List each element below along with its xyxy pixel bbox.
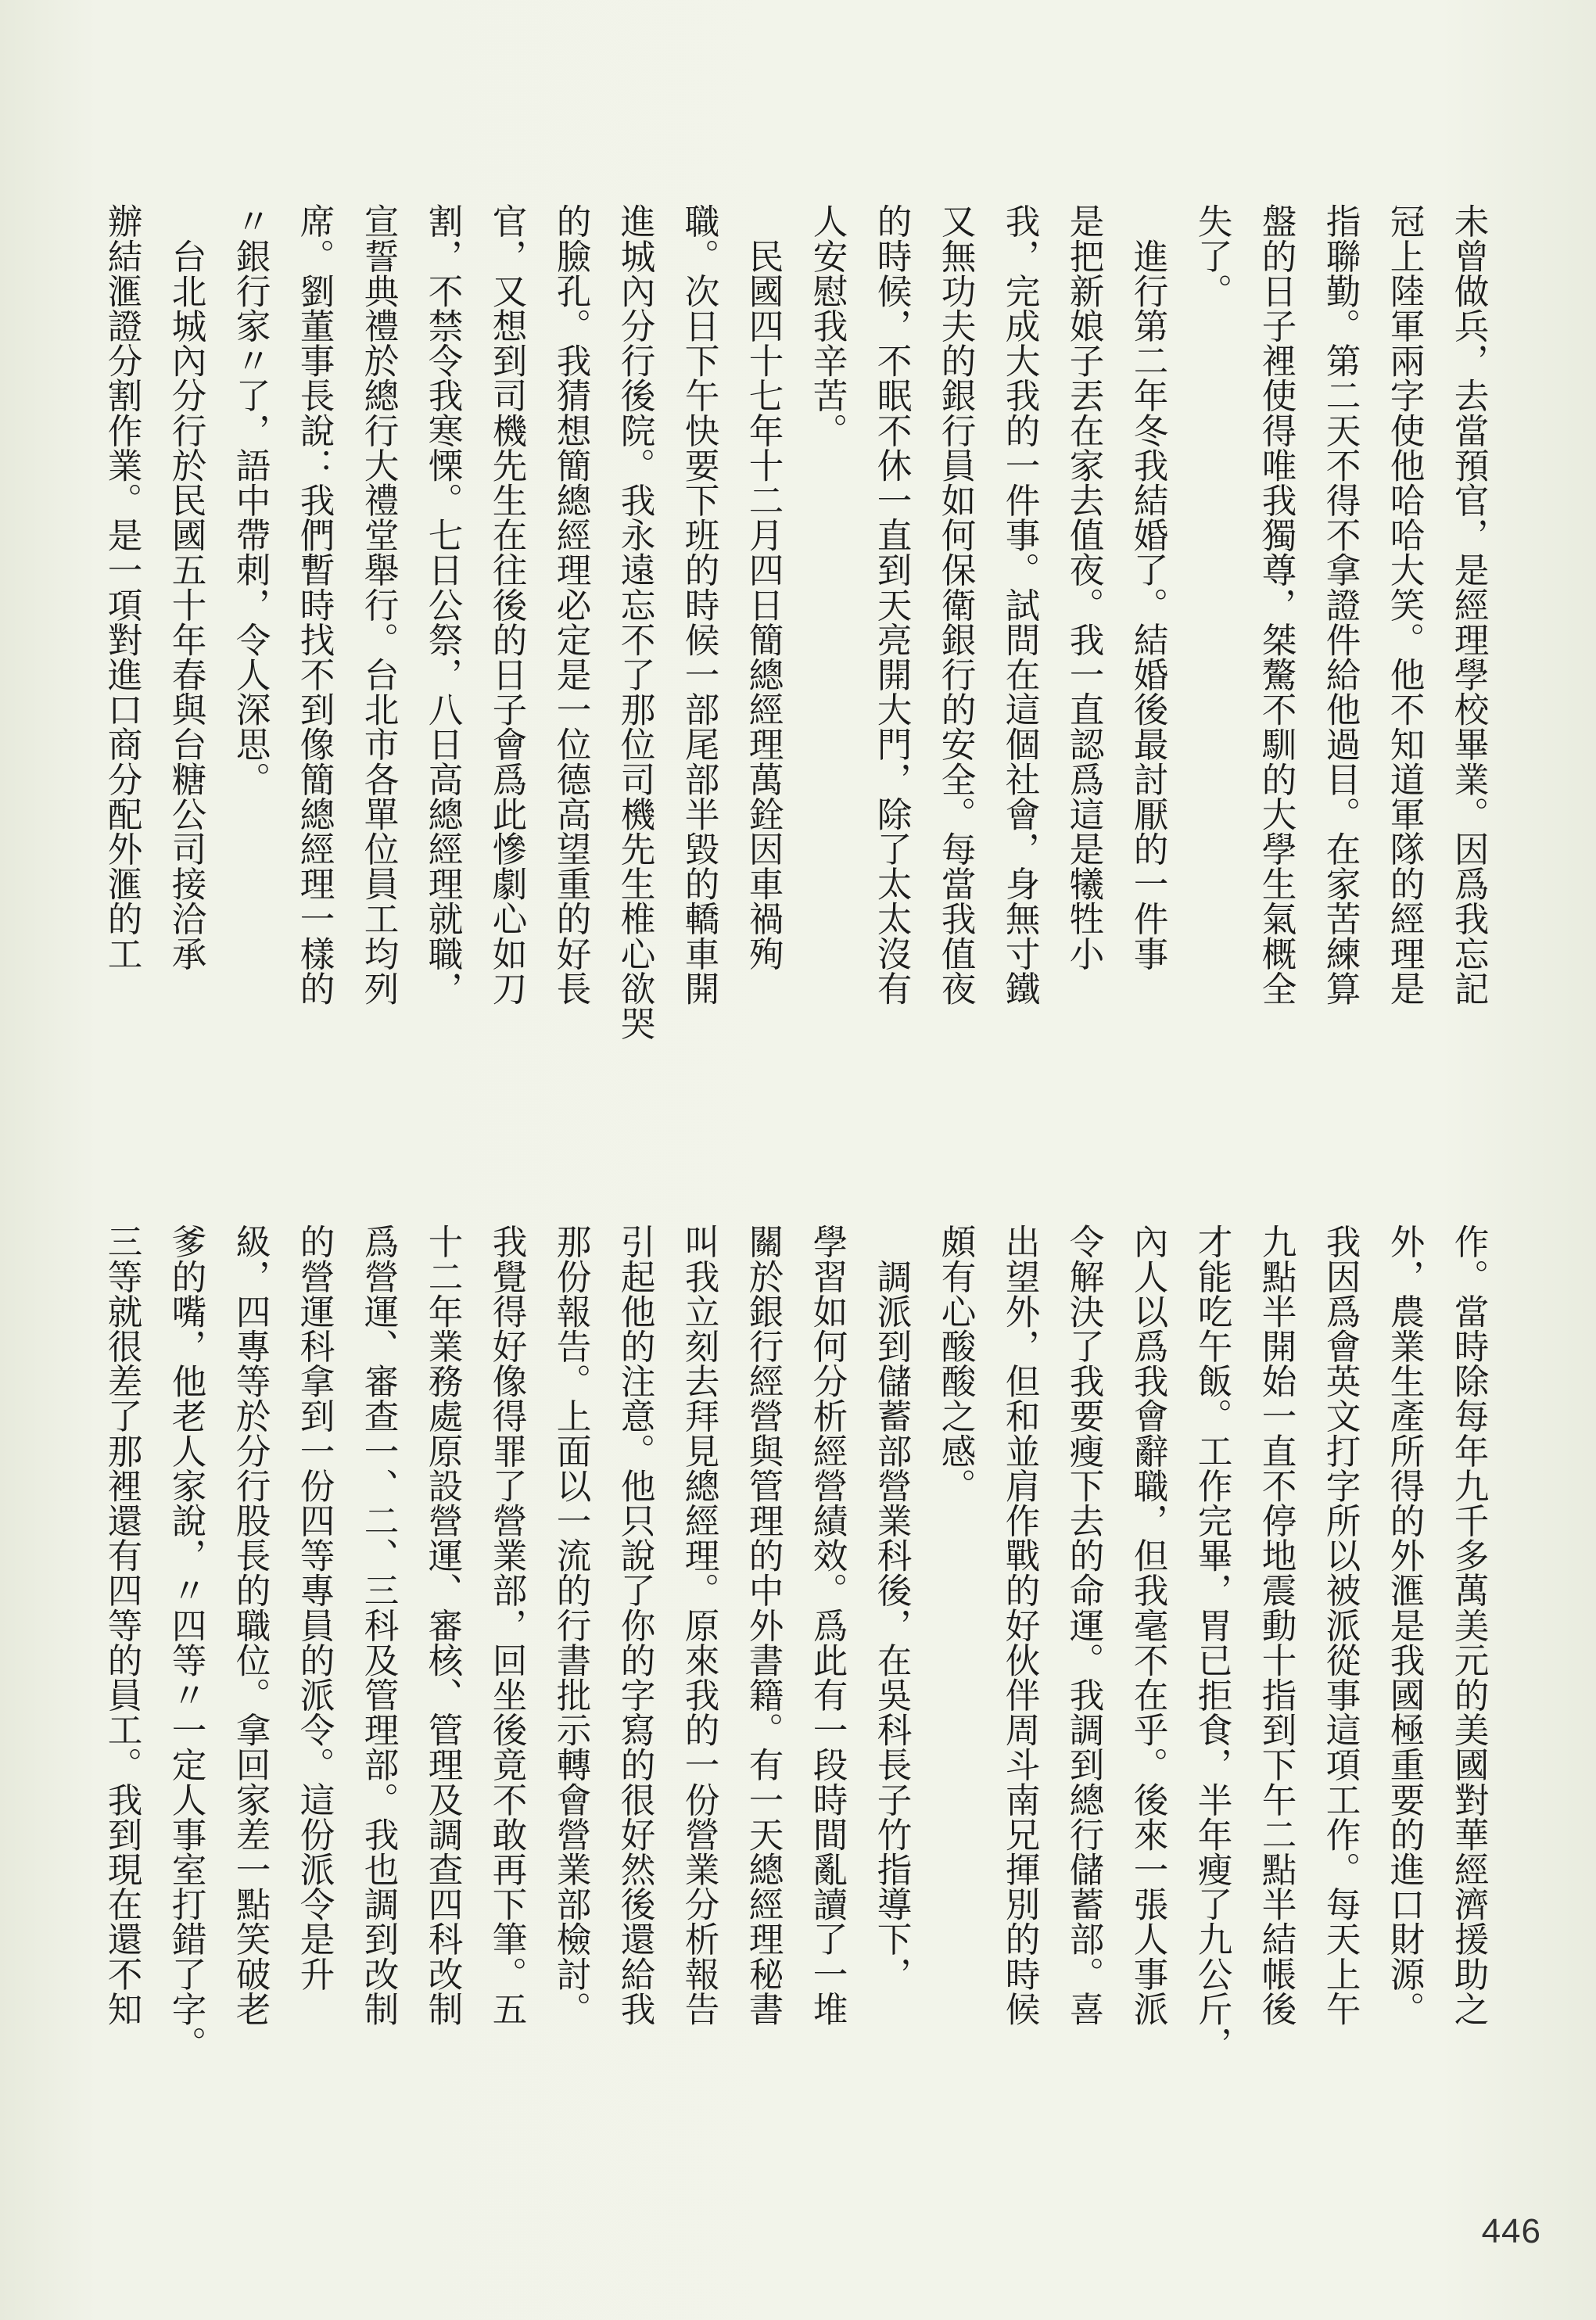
- text-line: 冠上陸軍兩字使他哈哈大笑。他不知道軍隊的經理是: [1384, 203, 1425, 1006]
- text-line: 進城內分行後院。我永遠忘不了那位司機先生椎心欲哭: [615, 203, 655, 1041]
- text-line: 九點半開始一直不停地震動十指到下午二點半結帳後: [1256, 1224, 1297, 2026]
- text-line: 關於銀行經營與管理的中外書籍。有一天總經理秘書: [743, 1224, 784, 2026]
- text-line: 的營運科拿到一份四等專員的派令。這份派令是升: [294, 1224, 335, 1992]
- text-line: 內人以爲我會辭職，但我毫不在乎。後來一張人事派: [1128, 1224, 1168, 2026]
- page-number: 446: [1481, 2212, 1541, 2250]
- text-line: 頗有心酸酸之感。: [935, 1224, 976, 1503]
- text-line: 〃銀行家〃了，語中帶刺，令人深思。: [230, 203, 271, 797]
- text-line: 作。當時除每年九千多萬美元的美國對華經濟援助之: [1448, 1224, 1489, 2026]
- text-line: 引起他的注意。他只說了你的字寫的很好然後還給我: [615, 1224, 655, 2026]
- text-line: 辦結滙證分割作業。是一項對進口商分配外滙的工: [102, 203, 142, 971]
- text-line: 民國四十七年十二月四日簡總經理萬銓因車禍殉: [743, 203, 784, 971]
- text-line: 三等就很差了那裡還有四等的員工。我到現在還不知: [102, 1224, 142, 2026]
- text-line: 出望外，但和並肩作戰的好伙伴周斗南兄揮別的時候: [999, 1224, 1040, 2026]
- text-line: 叫我立刻去拜見總經理。原來我的一份營業分析報告: [679, 1224, 719, 2026]
- text-block-lower: [93, 1224, 1501, 2162]
- text-line: 那份報告。上面以一流的行書批示轉會營業部檢討。: [551, 1224, 591, 2026]
- text-block-upper: [102, 203, 1501, 1243]
- text-line: 指聯勤。第二天不得不拿證件給他過目。在家苦練算: [1320, 203, 1361, 1006]
- text-line: 調派到儲蓄部營業科後，在吳科長子竹指導下，: [871, 1224, 912, 1992]
- text-line: 學習如何分析經營績效。爲此有一段時間亂讀了一堆: [807, 1224, 848, 2026]
- text-line: 的時候，不眠不休一直到天亮開大門，除了太太沒有: [871, 203, 912, 1006]
- text-line: 我覺得好像得罪了營業部，回坐後竟不敢再下筆。五: [486, 1224, 527, 2026]
- text-line: 宣誓典禮於總行大禮堂舉行。台北市各單位員工均列: [358, 203, 399, 1006]
- text-line: 未曾做兵，去當預官，是經理學校畢業。因爲我忘記: [1448, 203, 1489, 1006]
- text-line: 我因爲會英文打字所以被派從事這項工作。每天上午: [1320, 1224, 1361, 2026]
- text-line: 才能吃午飯。工作完畢，胃已拒食，半年瘦了九公斤，: [1192, 1224, 1232, 2061]
- text-line: 是把新娘子丟在家去值夜。我一直認爲這是犧牲小: [1063, 203, 1104, 971]
- text-line: 又無功夫的銀行員如何保衛銀行的安全。每當我值夜: [935, 203, 976, 1006]
- text-line: 失了。: [1192, 203, 1232, 308]
- text-line: 官，又想到司機先生在往後的日子會爲此慘劇心如刀: [486, 203, 527, 1006]
- text-line: 外，農業生產所得的外滙是我國極重要的進口財源。: [1384, 1224, 1425, 2026]
- text-line: 十二年業務處原設營運、審核、管理及調查四科改制: [422, 1224, 463, 2026]
- text-line: 我，完成大我的一件事。試問在這個社會，身無寸鐵: [999, 203, 1040, 1006]
- text-line: 職。次日下午快要下班的時候一部尾部半毀的轎車開: [679, 203, 719, 1006]
- text-line: 割，不禁令我寒慄。七日公祭，八日高總經理就職，: [422, 203, 463, 1006]
- text-line: 級，四專等於分行股長的職位。拿回家差一點笑破老: [230, 1224, 271, 2026]
- text-line: 爹的嘴，他老人家說，〃四等〃一定人事室打錯了字。: [166, 1224, 206, 2061]
- text-line: 的臉孔。我猜想簡總經理必定是一位德高望重的好長: [551, 203, 591, 1006]
- text-line: 盤的日子裡使得唯我獨尊，桀驁不馴的大學生氣概全: [1256, 203, 1297, 1006]
- text-line: 爲營運、審查一、二、三科及管理部。我也調到改制: [358, 1224, 399, 2026]
- text-line: 進行第二年冬我結婚了。結婚後最討厭的一件事: [1128, 203, 1168, 971]
- text-line: 令解決了我要瘦下去的命運。我調到總行儲蓄部。喜: [1063, 1224, 1104, 2026]
- text-line: 台北城內分行於民國五十年春與台糖公司接洽承: [166, 203, 206, 971]
- text-line: 人安慰我辛苦。: [807, 203, 848, 448]
- text-line: 席。劉董事長說：我們暫時找不到像簡總經理一樣的: [294, 203, 335, 1006]
